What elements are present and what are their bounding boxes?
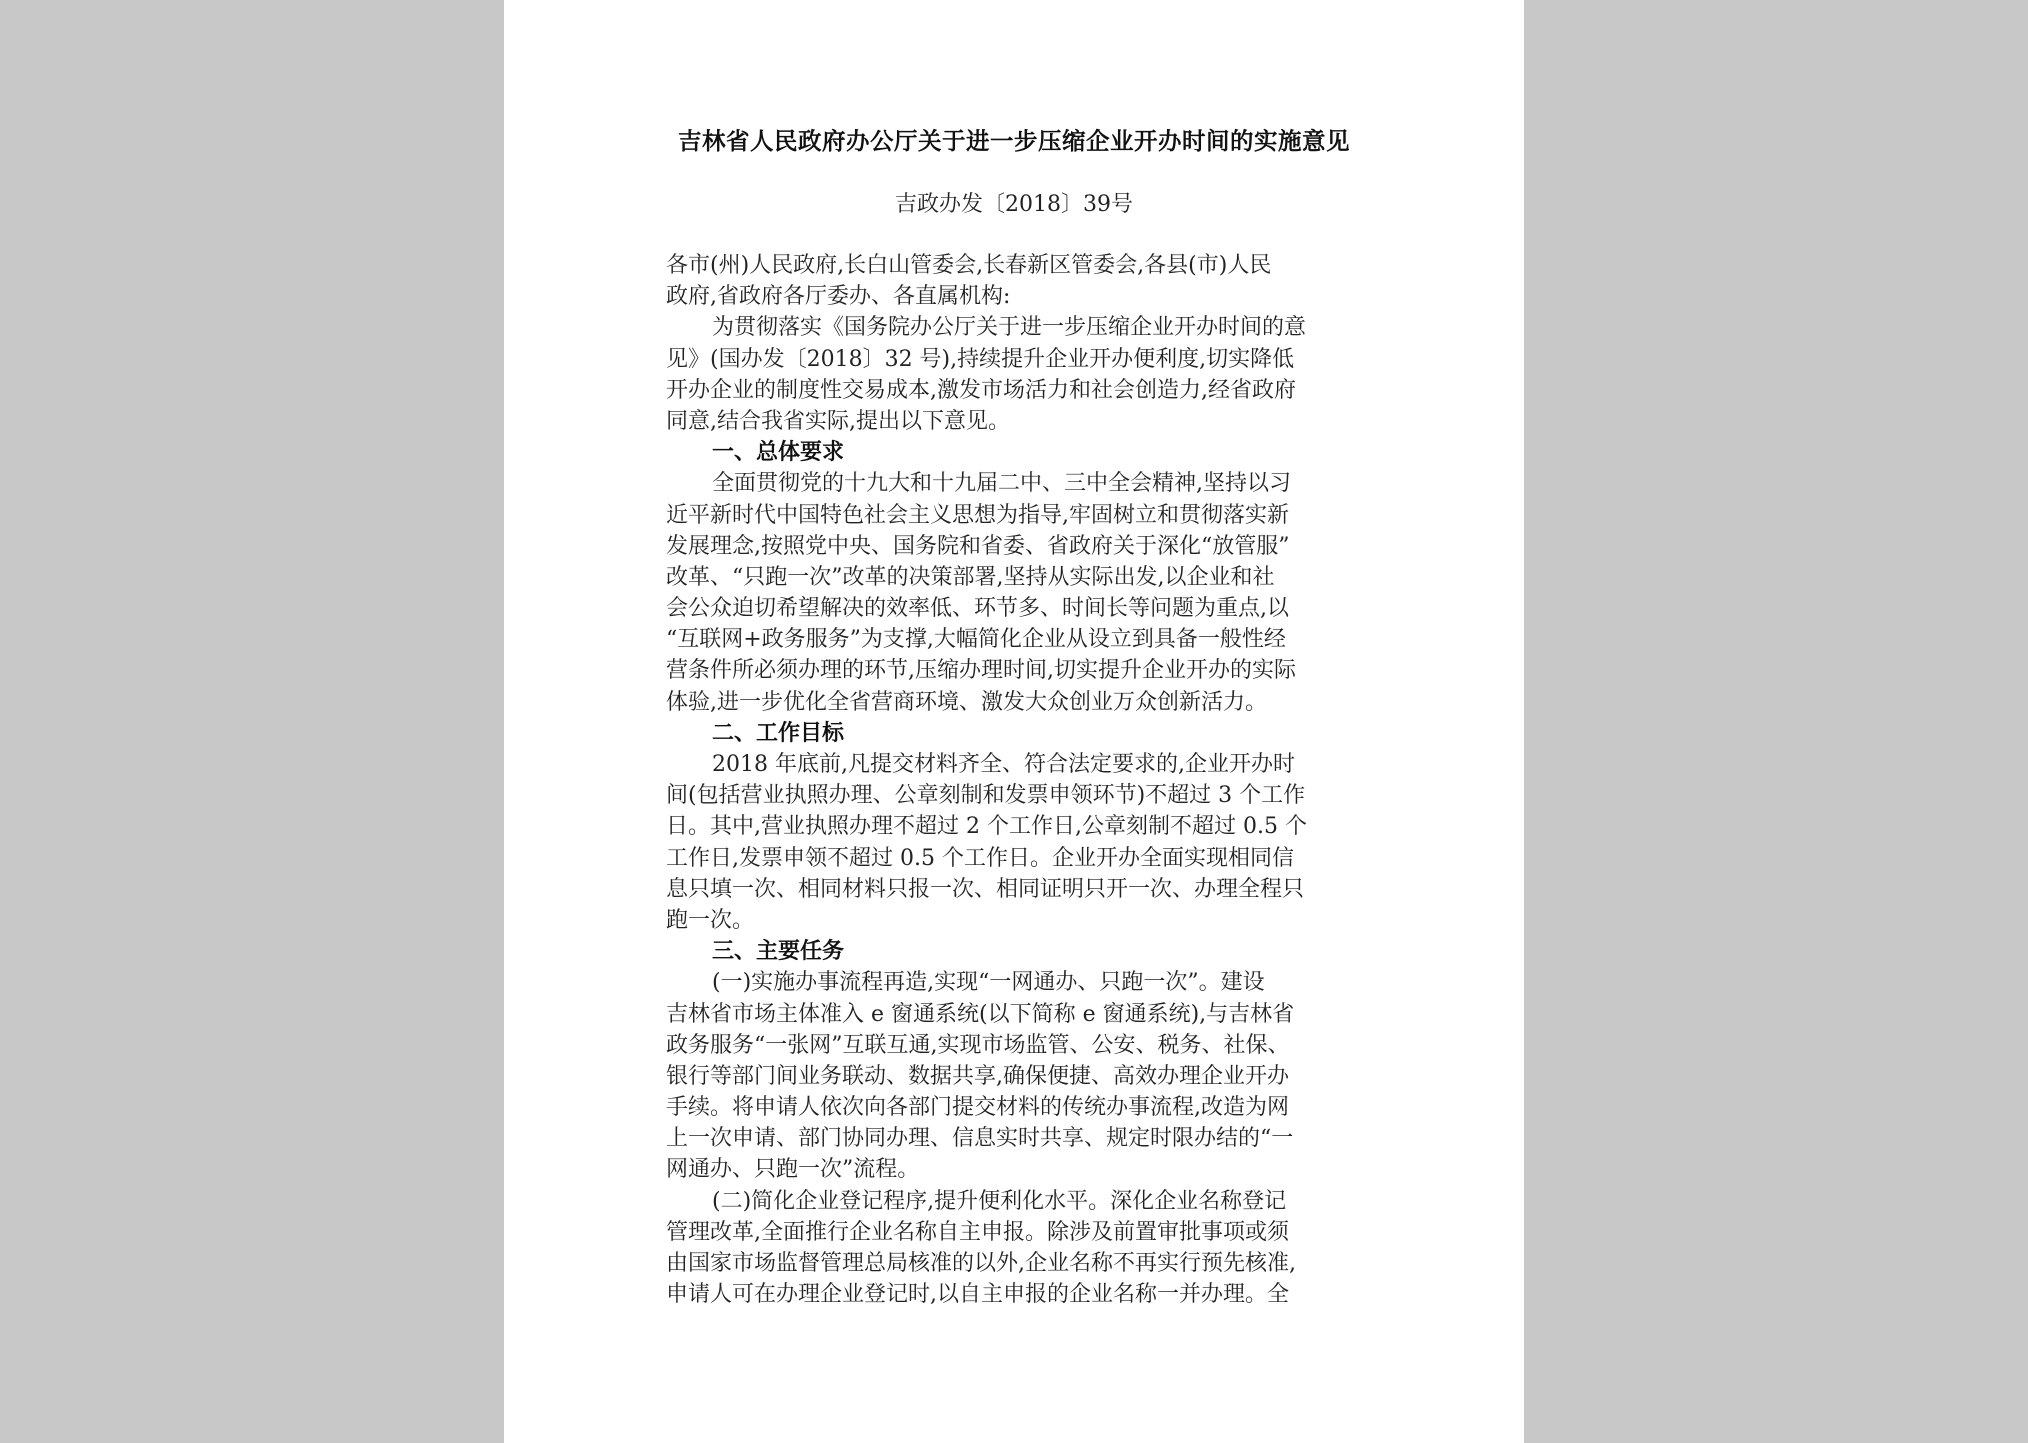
- body-line: (二)简化企业登记程序,提升便利化水平。深化企业名称登记: [712, 1188, 1287, 1214]
- body-line: 管理改革,全面推行企业名称自主申报。除涉及前置审批事项或须: [666, 1219, 1289, 1245]
- body-line: 网通办、只跑一次”流程。: [666, 1157, 920, 1183]
- document-title: 吉林省人民政府办公厅关于进一步压缩企业开办时间的实施意见: [678, 127, 1350, 155]
- body-line: 工作日,发票申领不超过 0.5 个工作日。企业开办全面实现相同信: [666, 845, 1294, 871]
- body-line: 手续。将申请人依次向各部门提交材料的传统办事流程,改造为网: [666, 1095, 1289, 1121]
- body-line: 为贯彻落实《国务院办公厅关于进一步压缩企业开办时间的意: [712, 315, 1307, 341]
- document-page: [504, 0, 1524, 1443]
- body-line: 见》(国办发〔2018〕32 号),持续提升企业开办便利度,切实降低: [666, 346, 1295, 372]
- body-line: 申请人可在办理企业登记时,以自主申报的企业名称一并办理。全: [666, 1282, 1289, 1308]
- body-line: 日。其中,营业执照办理不超过 2 个工作日,公章刻制不超过 0.5 个: [666, 814, 1307, 840]
- body-line: (一)实施办事流程再造,实现“一网通办、只跑一次”。建设: [712, 970, 1265, 996]
- body-line: “互联网+政务服务”为支撑,大幅简化企业从设立到具备一般性经: [666, 627, 1286, 653]
- body-line: 各市(州)人民政府,长白山管委会,长春新区管委会,各县(市)人民: [666, 253, 1272, 278]
- body-line: 全面贯彻党的十九大和十九届二中、三中全会精神,坚持以习: [712, 471, 1291, 497]
- section-heading: 二、工作目标: [712, 719, 845, 746]
- body-line: 改革、“只跑一次”改革的决策部署,坚持从实际出发,以企业和社: [666, 564, 1275, 590]
- section-heading: 一、总体要求: [712, 439, 845, 466]
- body-line: 营条件所必须办理的环节,压缩办理时间,切实提升企业开办的实际: [666, 658, 1296, 684]
- body-line: 跑一次。: [666, 907, 755, 933]
- body-line: 会公众迫切希望解决的效率低、环节多、时间长等问题为重点,以: [666, 596, 1289, 622]
- document-body: [666, 250, 1386, 1310]
- body-line: 上一次申请、部门协同办理、信息实时共享、规定时限办结的“一: [666, 1126, 1294, 1152]
- body-line: 发展理念,按照党中央、国务院和省委、省政府关于深化“放管服”: [666, 533, 1290, 559]
- document-number: 吉政办发〔2018〕39号: [895, 192, 1133, 217]
- body-line: 间(包括营业执照办理、公章刻制和发票申领环节)不超过 3 个工作: [666, 783, 1306, 809]
- body-line: 开办企业的制度性交易成本,激发市场活力和社会创造力,经省政府: [666, 377, 1296, 403]
- body-line: 政府,省政府各厅委办、各直属机构:: [666, 284, 1011, 310]
- body-line: 银行等部门间业务联动、数据共享,确保便捷、高效办理企业开办: [666, 1063, 1289, 1089]
- body-line: 政务服务“一张网”互联互通,实现市场监管、公安、税务、社保、: [666, 1032, 1290, 1058]
- body-line: 同意,结合我省实际,提出以下意见。: [666, 408, 1010, 434]
- body-line: 体验,进一步优化全省营商环境、激发大众创业万众创新活力。: [666, 689, 1267, 715]
- body-line: 近平新时代中国特色社会主义思想为指导,牢固树立和贯彻落实新: [666, 502, 1289, 528]
- section-heading: 三、主要任务: [712, 938, 845, 965]
- body-line: 由国家市场监督管理总局核准的以外,企业名称不再实行预先核准,: [666, 1251, 1296, 1276]
- body-line: 吉林省市场主体准入 e 窗通系统(以下简称 e 窗通系统),与吉林省: [666, 1001, 1295, 1027]
- body-line: 息只填一次、相同材料只报一次、相同证明只开一次、办理全程只: [666, 876, 1305, 902]
- body-line: 2018 年底前,凡提交材料齐全、符合法定要求的,企业开办时: [712, 752, 1295, 777]
